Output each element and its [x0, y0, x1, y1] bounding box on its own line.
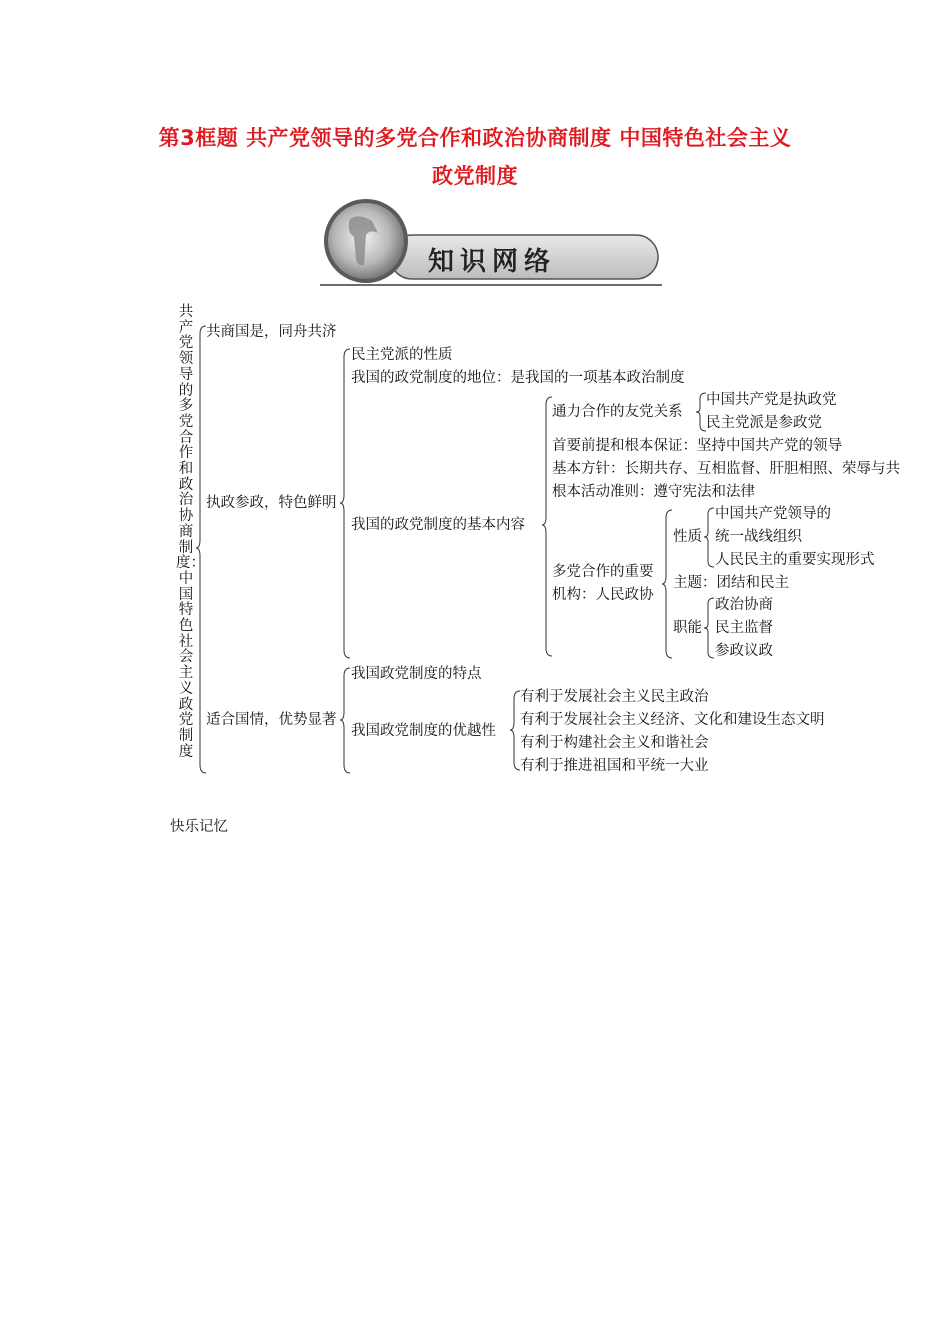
branch-b2-3-5b: 机构：人民政协 [552, 587, 654, 603]
root-vertical-label: 共产党领导的多党合作和政治协商制度：中国特色社会主义政党制度 [176, 304, 205, 760]
branch-b1: 共商国是，同舟共济 [206, 324, 337, 340]
branch-b2-1: 民主党派的性质 [351, 347, 453, 363]
branch-zhineng-2: 民主监督 [715, 620, 773, 636]
advantage-2: 有利于发展社会主义经济、文化和建设生态文明 [520, 712, 825, 728]
brace-zhineng [704, 598, 714, 658]
branch-zhineng-1: 政治协商 [715, 597, 773, 613]
branch-b2-3-1a: 中国共产党是执政党 [706, 392, 837, 408]
branch-xingzhi-3: 人民民主的重要实现形式 [715, 552, 875, 568]
branch-xingzhi-1: 中国共产党领导的 [715, 506, 831, 522]
branch-b2-3-3: 基本方针：长期共存、互相监督、肝胆相照、荣辱与共 [552, 461, 900, 477]
advantage-4: 有利于推进祖国和平统一大业 [520, 758, 709, 774]
brace-b2-3-1 [696, 393, 706, 431]
page-title-line-2: 政党制度 [432, 164, 518, 188]
page-title-line-1: 第3框题 共产党领导的多党合作和政治协商制度 中国特色社会主义 [158, 126, 792, 150]
banner-graphic [320, 199, 662, 287]
brace-b2-3 [542, 397, 552, 656]
branch-zhineng-3: 参政议政 [715, 643, 773, 659]
footer-label: 快乐记忆 [170, 819, 228, 835]
branch-b2-3-1: 通力合作的友党关系 [552, 404, 683, 420]
banner-label: 知识网络 [428, 247, 557, 277]
branch-b2: 执政参政，特色鲜明 [206, 495, 337, 511]
branch-b3-2: 我国政党制度的优越性 [351, 723, 496, 739]
branch-b3-1: 我国政党制度的特点 [351, 666, 482, 682]
brace-b3 [340, 668, 350, 773]
knowledge-network-banner [320, 199, 662, 287]
advantage-1: 有利于发展社会主义民主政治 [520, 689, 709, 705]
brace-ppcc [662, 510, 672, 658]
brace-b2 [340, 349, 350, 658]
branch-xingzhi: 性质 [673, 529, 702, 545]
brace-advantages [510, 691, 520, 770]
branch-b2-3-4: 根本活动准则：遵守宪法和法律 [552, 484, 755, 500]
brace-xingzhi [704, 508, 714, 567]
branch-zhineng: 职能 [673, 620, 702, 636]
branch-zhuti: 主题：团结和民主 [673, 575, 789, 591]
branch-xingzhi-2: 统一战线组织 [715, 529, 802, 545]
branch-b2-3: 我国的政党制度的基本内容 [351, 517, 525, 533]
advantage-3: 有利于构建社会主义和谐社会 [520, 735, 709, 751]
branch-b2-3-2: 首要前提和根本保证：坚持中国共产党的领导 [552, 438, 842, 454]
branch-b3: 适合国情，优势显著 [206, 712, 337, 728]
branch-b2-2: 我国的政党制度的地位：是我国的一项基本政治制度 [351, 370, 685, 386]
branch-b2-3-1b: 民主党派是参政党 [706, 415, 822, 431]
branch-b2-3-5a: 多党合作的重要 [552, 564, 654, 580]
root-brace [196, 326, 206, 773]
